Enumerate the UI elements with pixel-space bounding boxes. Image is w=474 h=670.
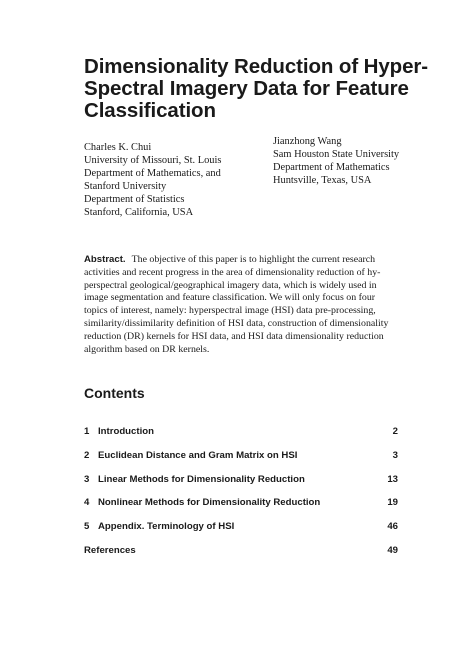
author-affiliation-line: Department of Mathematics	[273, 162, 390, 173]
contents-heading: Contents	[84, 385, 145, 401]
author-affiliation-line: Sam Houston State University	[273, 149, 400, 160]
author-name: Jianzhong Wang	[273, 136, 342, 147]
abstract-line: topics of interest, namely: hyperspectral image (HSI) data pre-processing,	[84, 305, 376, 317]
author-affiliation-line: Department of Statistics	[84, 194, 185, 205]
toc-section-title: Linear Methods for Dimensionality Reduction	[98, 473, 305, 485]
toc-entry	[84, 491, 398, 515]
toc-entry	[84, 538, 398, 562]
abstract-line: image segmentation and feature classification. We will only focus on four	[84, 292, 376, 304]
author-affiliation-line: Stanford, California, USA	[84, 207, 194, 218]
toc-page-number: 13	[387, 473, 398, 485]
abstract-line: similarity/dissimilarity definition of HSI data, construction of dimensionality	[84, 317, 389, 329]
author-affiliation-line: Huntsville, Texas, USA	[273, 175, 372, 186]
toc-entry	[84, 467, 398, 491]
toc-section-title: Euclidean Distance and Gram Matrix on HSI	[98, 450, 298, 462]
toc-section-number: 5	[84, 521, 90, 533]
toc-section-title: Introduction	[98, 426, 154, 438]
toc-section-title: References	[84, 544, 136, 556]
toc-page-number: 46	[387, 521, 398, 533]
title-line: Classification	[84, 99, 216, 122]
abstract-line: perspectral geological/geographical imagery data, which is widely used in	[84, 279, 377, 291]
paper-title	[84, 55, 428, 122]
toc-section-number: 4	[84, 497, 90, 509]
abstract-line: activities and recent progress in the area of dimensionality reduction of hy-	[84, 266, 381, 278]
author-name: Charles K. Chui	[84, 142, 152, 153]
toc-section-number: 3	[84, 473, 90, 485]
title-line: Spectral Imagery Data for Feature	[84, 77, 409, 100]
toc-page-number: 19	[387, 497, 398, 509]
toc-entry	[84, 444, 398, 468]
author-affiliation-line: Stanford University	[84, 181, 167, 192]
toc-page-number: 3	[392, 450, 398, 462]
toc-page-number: 2	[392, 426, 398, 438]
author-affiliation-line: Department of Mathematics, and	[84, 168, 221, 179]
title-line: Dimensionality Reduction of Hyper-	[84, 55, 428, 78]
author-block-wang	[273, 135, 399, 187]
table-of-contents	[84, 420, 398, 562]
toc-entry	[84, 420, 398, 444]
author-block-chui	[84, 141, 221, 219]
abstract-line: algorithm based on DR kernels.	[84, 343, 210, 355]
toc-section-number: 1	[84, 426, 90, 438]
toc-section-title: Appendix. Terminology of HSI	[98, 521, 235, 533]
abstract	[84, 254, 396, 356]
abstract-line: reduction (DR) kernels for HSI data, and HSI data dimensionality reduction	[84, 330, 384, 342]
toc-entry	[84, 515, 398, 539]
author-affiliation-line: University of Missouri, St. Louis	[84, 155, 222, 166]
abstract-line: The objective of this paper is to highlight the current research	[131, 254, 376, 265]
toc-page-number: 49	[387, 544, 398, 556]
abstract-heading: Abstract.	[84, 254, 126, 265]
toc-section-number: 2	[84, 450, 90, 462]
toc-section-title: Nonlinear Methods for Dimensionality Reduction	[98, 497, 321, 509]
abstract-first-line	[84, 254, 396, 267]
